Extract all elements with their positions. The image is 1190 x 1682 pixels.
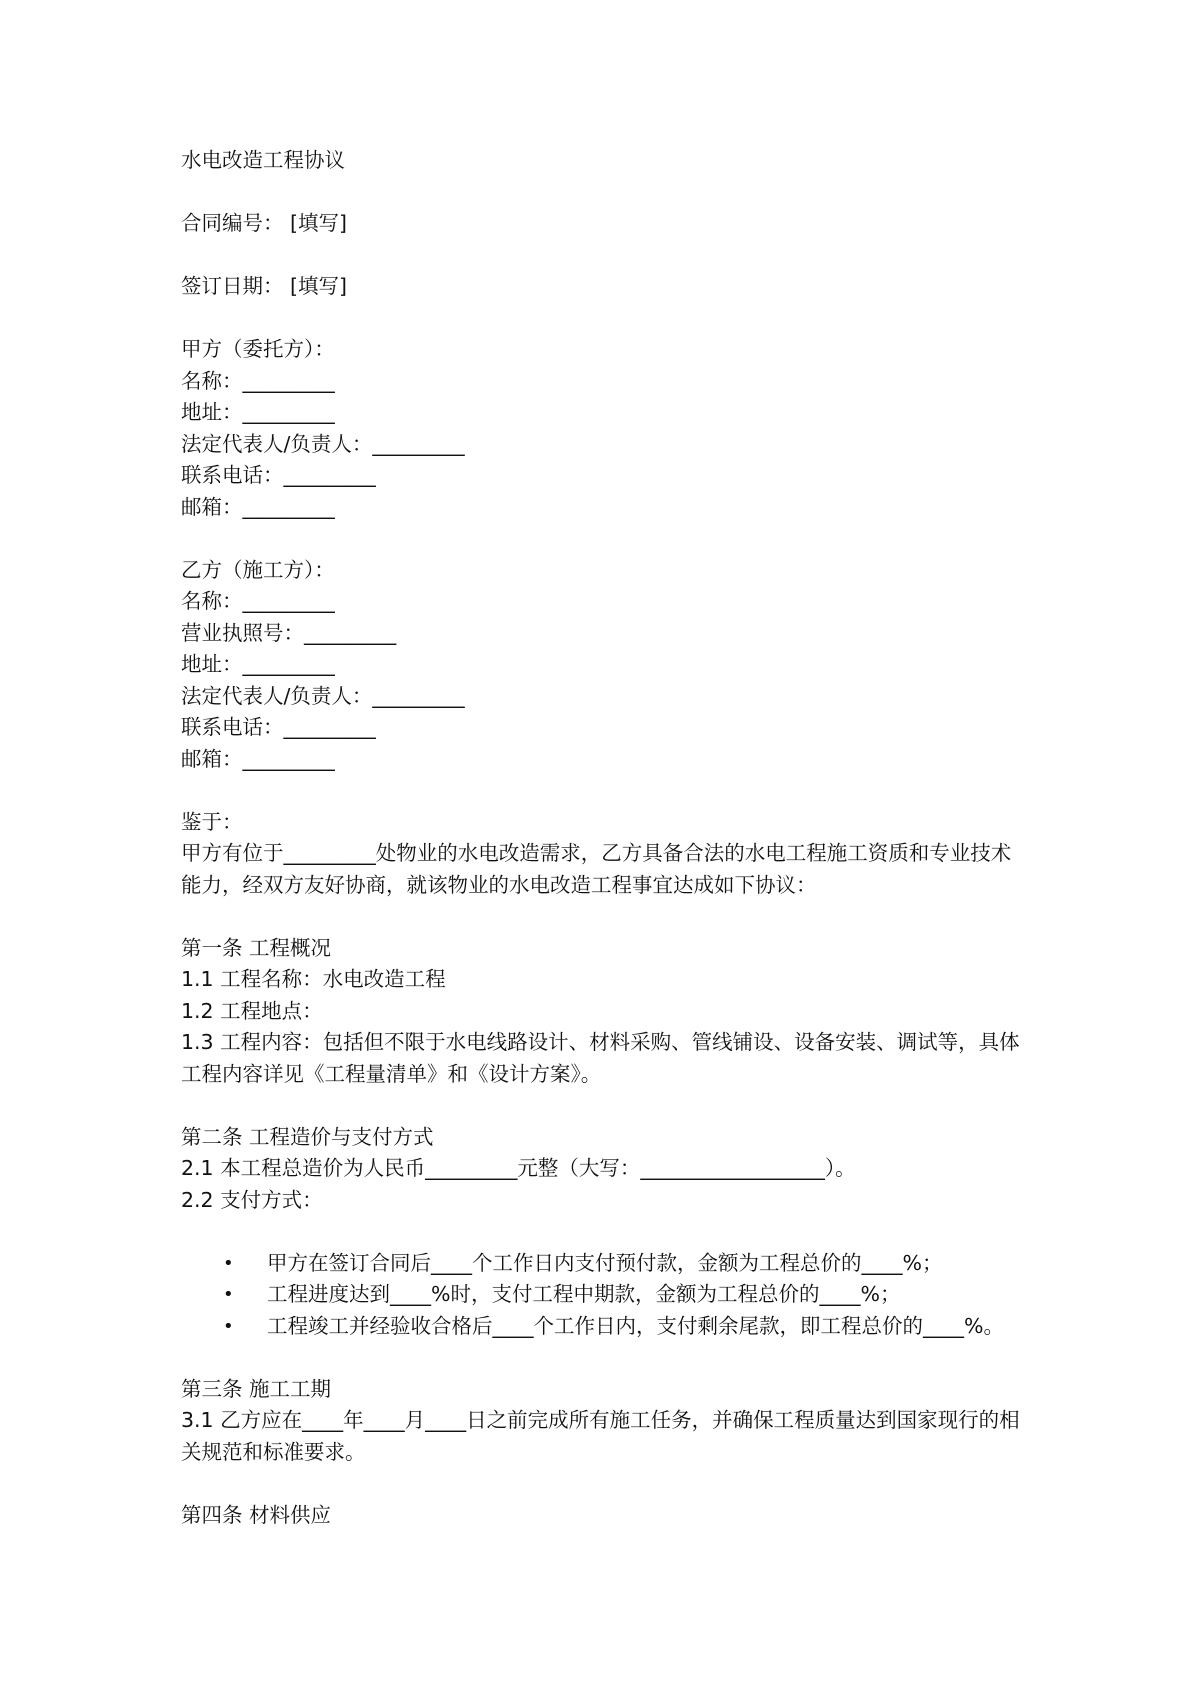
payment-list [181, 1248, 1021, 1343]
party-b-license: 营业执照号：_________ [181, 620, 397, 645]
clause-1-3: 1.3 工程内容：包括但不限于水电线路设计、材料采购、管线铺设、设备安装、调试等，具体工程内容详见《工程量清单》和《设计方案》。 [181, 1030, 1020, 1086]
party-b-phone: 联系电话：_________ [181, 715, 376, 739]
party-a-phone: 联系电话：_________ [181, 463, 376, 487]
party-a-email: 邮箱：_________ [181, 494, 335, 519]
party-a-representative: 法定代表人/负责人：_________ [181, 431, 465, 456]
article-3-heading: 第三条 施工工期 [181, 1376, 332, 1401]
clause-2-2: 2.2 支付方式： [181, 1187, 323, 1212]
article-1-heading: 第一条 工程概况 [181, 935, 332, 960]
list-item [181, 1311, 1021, 1343]
party-b-heading: 乙方（施工方）： [181, 557, 335, 582]
party-a-heading: 甲方（委托方）： [181, 337, 335, 361]
payment-item-text: 工程进度达到____%时，支付工程中期款，金额为工程总价的____%； [267, 1282, 901, 1306]
clause-1-2: 1.2 工程地点： [181, 998, 323, 1023]
article-3 [181, 1374, 1021, 1469]
party-b-address: 地址：_________ [181, 652, 335, 676]
article-2 [181, 1122, 1021, 1343]
document-body [181, 145, 1021, 1531]
payment-item-text: 甲方在签订合同后____个工作日内支付预付款，金额为工程总价的____%； [267, 1250, 943, 1275]
bullet-icon: • [223, 1252, 234, 1274]
party-b-representative: 法定代表人/负责人：_________ [181, 683, 465, 708]
clause-3-1: 3.1 乙方应在____年____月____日之前完成所有施工任务，并确保工程质量达到国家现行的相关规范和标准要求。 [181, 1408, 1020, 1464]
clause-2-1: 2.1 本工程总造价为人民币_________元整（大写：__________________）。 [181, 1156, 856, 1180]
clause-1-1: 1.1 工程名称：水电改造工程 [181, 967, 446, 991]
bullet-icon: • [223, 1284, 234, 1305]
sign-date-line: 签订日期： [填写] [181, 274, 348, 298]
recital-section [181, 807, 1021, 902]
recital-heading: 鉴于： [181, 809, 243, 834]
list-item [181, 1279, 1021, 1311]
bullet-icon: • [223, 1315, 234, 1337]
article-4-heading: 第四条 材料供应 [181, 1502, 332, 1527]
article-2-heading: 第二条 工程造价与支付方式 [181, 1124, 434, 1149]
article-1 [181, 933, 1021, 1091]
contract-number-line: 合同编号： [填写] [181, 211, 348, 235]
party-a-address: 地址：_________ [181, 400, 335, 424]
recital-text: 甲方有位于_________处物业的水电改造需求，乙方具备合法的水电工程施工资质和专业技术能力，经双方友好协商，就该物业的水电改造工程事宜达成如下协议： [181, 841, 1012, 897]
list-item [181, 1248, 1021, 1280]
payment-item-text: 工程竣工并经验收合格后____个工作日内，支付剩余尾款，即工程总价的____%。 [267, 1313, 1004, 1338]
party-b-email: 邮箱：_________ [181, 746, 335, 771]
party-a-name: 名称：_________ [181, 368, 335, 393]
document-title: 水电改造工程协议 [181, 148, 345, 172]
party-b-name: 名称：_________ [181, 589, 335, 613]
article-4 [181, 1500, 1021, 1532]
party-b-section [181, 555, 1021, 776]
party-a-section [181, 334, 1021, 523]
